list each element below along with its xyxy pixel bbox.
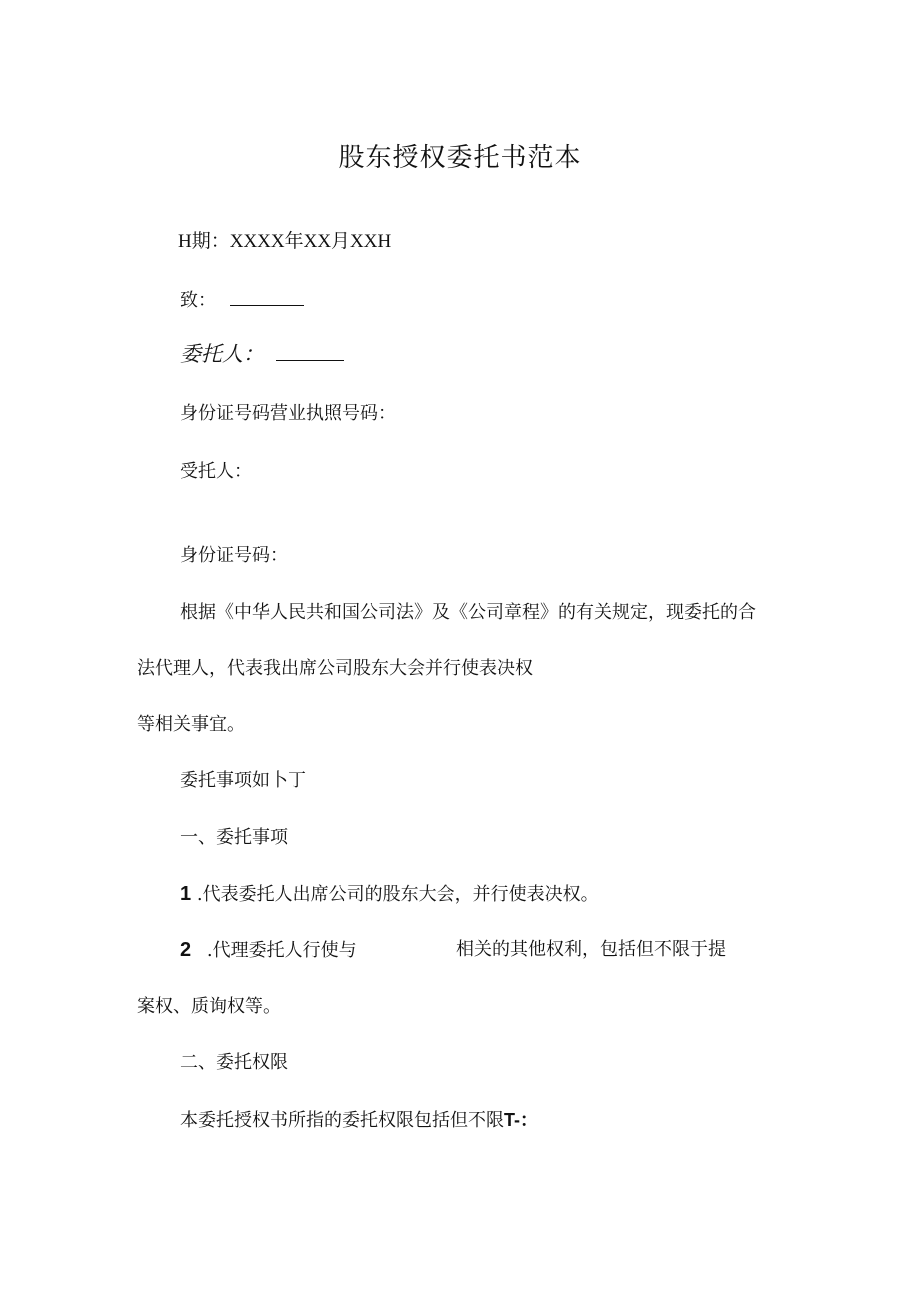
section1-heading: 一、委托事项 xyxy=(180,827,288,848)
scope-text: 本委托授权书所指的委托权限包括但不限 xyxy=(180,1110,504,1131)
paragraph-line-1: 根据《中华人民共和国公司法》及《公司章程》的有关规定，现委托的合 xyxy=(180,602,756,623)
date-line: H期：XXXX年XX月XXH xyxy=(178,231,392,252)
item2-number: 2 xyxy=(180,939,192,961)
section2-heading: 二、委托权限 xyxy=(180,1052,288,1073)
item2-text-b: 相关的其他权利，包括但不限于提 xyxy=(456,939,726,960)
item1-text: .代表委托人出席公司的股东大会，并行使表决权。 xyxy=(196,884,599,905)
principal-line xyxy=(180,342,344,368)
item2-line-2: 案权、质询权等。 xyxy=(137,996,281,1017)
item1 xyxy=(180,882,599,907)
to-label: 致： xyxy=(180,290,216,311)
agent-label: 受托人： xyxy=(180,461,252,482)
item2-text-a: .代理委托人行使与 xyxy=(206,940,357,961)
item2 xyxy=(180,938,357,963)
id-business-label: 身份证号码营业执照号码： xyxy=(180,403,396,424)
to-line xyxy=(180,287,304,313)
principal-label: 委托人： xyxy=(180,342,264,366)
document-title: 股东授权委托书范本 xyxy=(338,143,582,173)
matters-intro: 委托事项如卜丁 xyxy=(180,770,306,791)
id-label: 身份证号码： xyxy=(180,545,288,566)
scope-suffix: T-： xyxy=(504,1110,538,1130)
paragraph-line-3: 等相关事宜。 xyxy=(137,714,245,735)
scope-line xyxy=(180,1108,538,1133)
principal-blank xyxy=(276,342,344,361)
to-blank xyxy=(230,287,304,306)
item1-number: 1 xyxy=(180,883,192,905)
paragraph-line-2: 法代理人，代表我出席公司股东大会并行使表决权 xyxy=(137,658,533,679)
